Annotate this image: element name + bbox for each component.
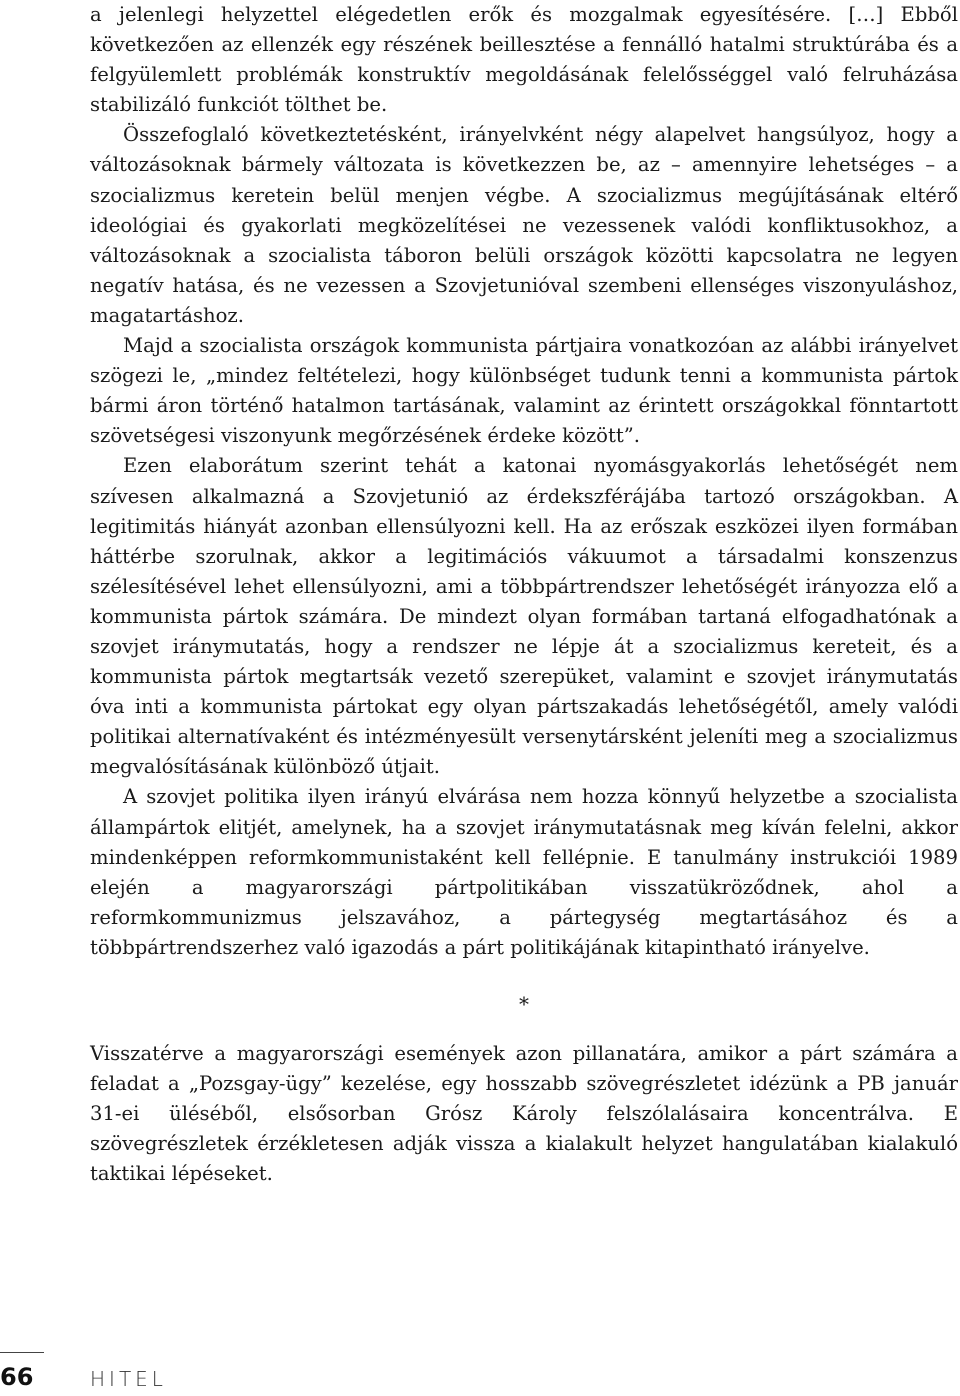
footer-rule <box>0 1352 44 1353</box>
paragraph-2: Összefoglaló következtetésként, irányelvként négy alapelvet hangsúlyoz, hogy a változásoknak bármely változata is következzen be, az – amennyire lehetséges – a szocializmus keretein belül menjen végbe. A szocializmus megújításának eltérő ideológiai és gyakorlati megközelítései ne vezessenek valódi konfliktusokhoz, a változásoknak a szocialista táboron belüli országok közötti kapcsolatra ne legyen negatív hatása, és ne vezessen a Szovjetunióval szembeni ellenséges viszonyuláshoz, magatartáshoz. <box>90 123 958 327</box>
paragraph-3: Majd a szocialista országok kommunista pártjaira vonatkozóan az alábbi irányelvet szögezi le, „mindez feltételezi, hogy különbséget tudunk tenni a kommunista pártok bármi áron történő hatalmon tartásának, valamint az érintett országokkal fönntartott szövetségesi viszonyunk megőrzésének érdeke között”. <box>90 334 958 448</box>
paragraph-4: Ezen elaborátum szerint tehát a katonai nyomásgyakorlás lehetőségét nem szívesen alkalmazná a Szovjetunió az érdekszférájába tartozó országokban. A legitimitás hiányát azonban ellensúlyozni kell. Ha az erőszak eszközei ilyen formában háttérbe szorulnak, akkor a legitimációs vákuumot a társadalmi konszenzus szélesítésével lehet ellensúlyozni, ami a többpártrendszer lehetőségét irányozza elő a kommunista pártok számára. De mindezt olyan formában tartaná elfogadhatónak a szovjet iránymutatás, hogy a rendszer ne lépje át a szocializmus kereteit, és a kommunista pártok megtartsák vezető szerepüket, valamint e szovjet iránymutatás óva inti a kommunista pártokat egy olyan pártszakadás lehetőségétől, amely valódi politikai alternatívaként és intézményesült versenytársként jeleníti meg a szocializmus megvalósításának különböző útjait. <box>90 454 958 779</box>
page-number: 66 <box>0 1363 34 1391</box>
paragraph-5: A szovjet politika ilyen irányú elvárása nem hozza könnyű helyzetbe a szocialista állampártok elitjét, amelynek, ha a szovjet iránymutatásnak meg kíván felelni, akkor mindenképpen reformkommunistaként kell fellépnie. E tanulmány instrukciói 1989 elején a magyarországi pártpolitikában visszatükröződnek, ahol a reformkommunizmus jelszavához, a pártegység megtartásához és a többpártrendszerhez való igazodás a párt politikájának kitapintható irányelve. <box>90 785 958 959</box>
section-separator: * <box>519 992 529 1016</box>
article-body <box>90 0 958 1189</box>
paragraph-6: Visszatérve a magyarországi események azon pillanatára, amikor a párt számára a feladat a „Pozsgay-ügy” kezelése, egy hosszabb szövegrészletet idézünk a PB január 31-ei üléséből, elsősorban Grósz Károly felszólalásaira koncentrálva. E szövegrészletek érzékletesen adják vissza a kialakult helyzet hangulatában kialakuló taktikai lépéseket. <box>90 1042 958 1186</box>
journal-name: HITEL <box>90 1367 167 1391</box>
paragraph-1: a jelenlegi helyzettel elégedetlen erők és mozgalmak egyesítésére. […] Ebből következően az ellenzék egy részének beillesztése a fennálló hatalmi struktúrába és a felgyülemlett problémák konstruktív megoldásának felelősséggel való felruházása stabilizáló funkciót tölthet be. <box>90 3 958 117</box>
